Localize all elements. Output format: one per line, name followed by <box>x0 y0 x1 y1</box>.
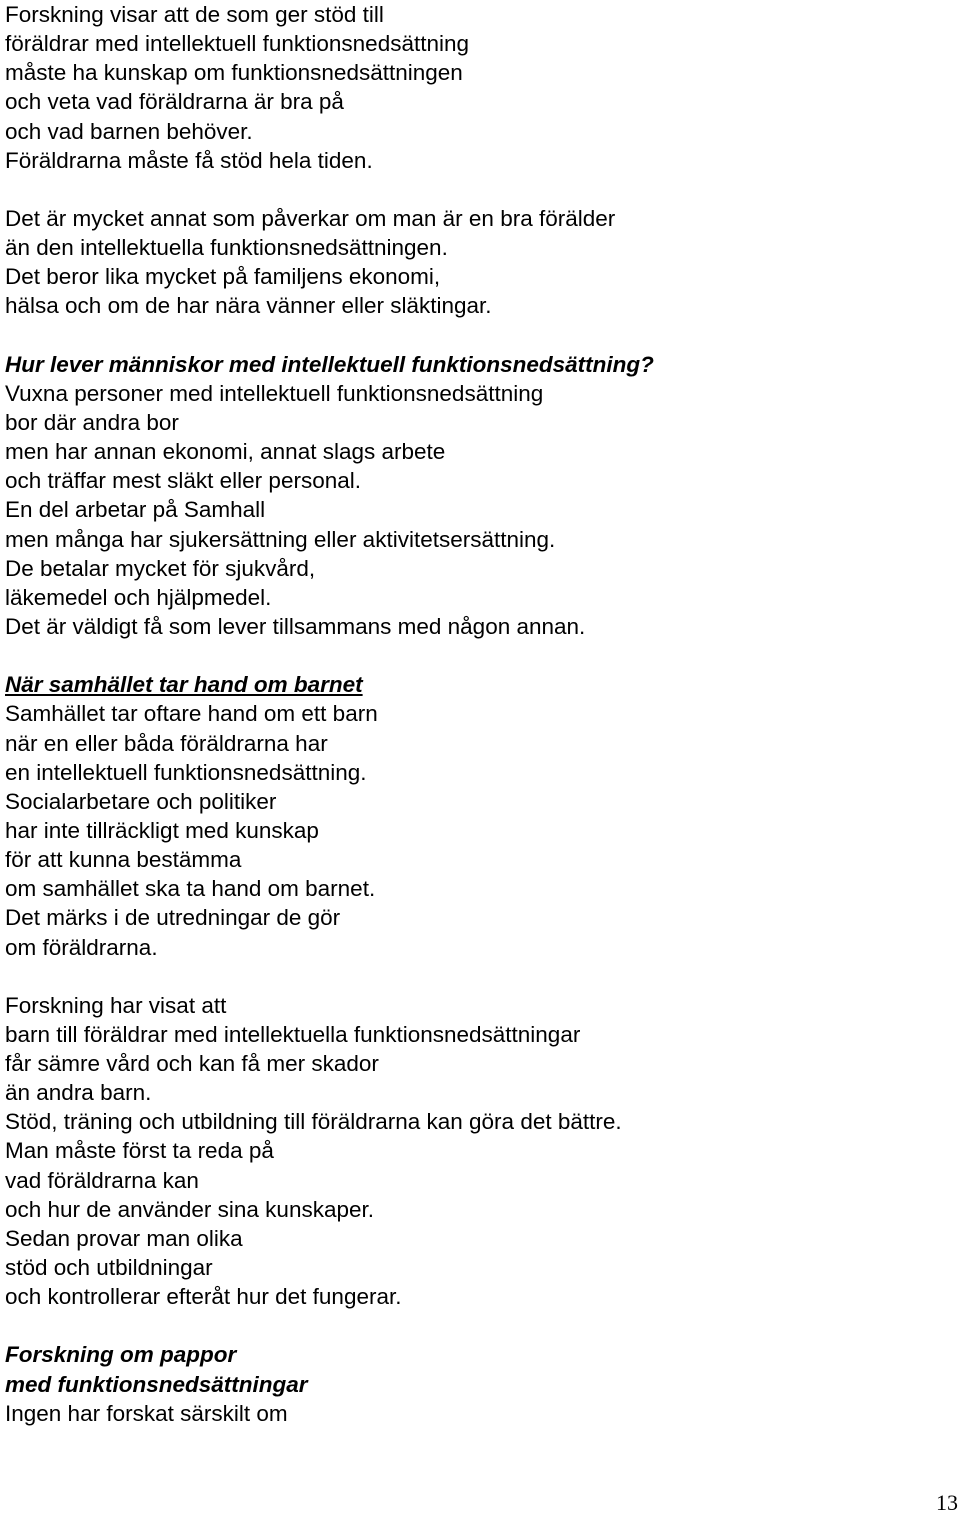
section-heading: med funktionsnedsättningar <box>5 1371 308 1397</box>
text-line: får sämre vård och kan få mer skador <box>5 1051 379 1077</box>
text-line: föräldrar med intellektuell funktionsnedsättning <box>5 31 470 57</box>
text-line: barn till föräldrar med intellektuella funktionsnedsättningar <box>5 1021 581 1047</box>
section-how-people-live <box>5 350 955 641</box>
text-line: Socialarbetare och politiker <box>5 788 277 814</box>
document-body <box>5 0 955 1428</box>
text-line: De betalar mycket för sjukvård, <box>5 555 316 581</box>
text-line: Ingen har forskat särskilt om <box>5 1400 288 1426</box>
paragraph-gap <box>5 962 955 991</box>
text-line: och veta vad föräldrarna är bra på <box>5 89 344 115</box>
text-line: Det är mycket annat som påverkar om man är en bra förälder <box>5 205 616 231</box>
section-research-fathers <box>5 1340 955 1427</box>
section-society-takes-child <box>5 670 955 961</box>
text-line: och hur de använder sina kunskaper. <box>5 1196 374 1222</box>
text-line: när en eller båda föräldrarna har <box>5 730 328 756</box>
text-line: Det är väldigt få som lever tillsammans med någon annan. <box>5 613 586 639</box>
text-line: men många har sjukersättning eller aktivitetsersättning. <box>5 526 556 552</box>
text-line: än den intellektuella funktionsnedsättningen. <box>5 235 448 261</box>
text-line: har inte tillräckligt med kunskap <box>5 817 319 843</box>
text-line: hälsa och om de har nära vänner eller släktingar. <box>5 293 492 319</box>
text-line: Stöd, träning och utbildning till föräldrarna kan göra det bättre. <box>5 1109 622 1135</box>
text-line: Vuxna personer med intellektuell funktionsnedsättning <box>5 380 544 406</box>
paragraph-support-knowledge <box>5 0 955 175</box>
section-heading: När samhället tar hand om barnet <box>5 672 363 698</box>
text-line: Det beror lika mycket på familjens ekonomi, <box>5 264 441 290</box>
section-heading: Hur lever människor med intellektuell funktionsnedsättning? <box>5 351 654 377</box>
text-line: Man måste först ta reda på <box>5 1138 274 1164</box>
text-line: måste ha kunskap om funktionsnedsättningen <box>5 60 463 86</box>
text-line: Sedan provar man olika <box>5 1225 243 1251</box>
paragraph-gap <box>5 641 955 670</box>
page-number: 13 <box>936 1490 958 1515</box>
paragraph-gap <box>5 321 955 350</box>
text-line: för att kunna bestämma <box>5 847 242 873</box>
text-line: En del arbetar på Samhall <box>5 497 266 523</box>
text-line: Forskning har visat att <box>5 992 227 1018</box>
text-line: stöd och utbildningar <box>5 1255 213 1281</box>
text-line: läkemedel och hjälpmedel. <box>5 584 272 610</box>
text-line: om samhället ska ta hand om barnet. <box>5 876 376 902</box>
text-line: Samhället tar oftare hand om ett barn <box>5 701 378 727</box>
text-line: än andra barn. <box>5 1080 152 1106</box>
section-heading: Forskning om pappor <box>5 1342 237 1368</box>
text-line: men har annan ekonomi, annat slags arbete <box>5 439 446 465</box>
paragraph-good-parent <box>5 204 955 321</box>
text-line: bor där andra bor <box>5 409 179 435</box>
text-line: och kontrollerar efteråt hur det fungerar. <box>5 1284 402 1310</box>
text-line: vad föräldrarna kan <box>5 1167 199 1193</box>
paragraph-research-children <box>5 991 955 1312</box>
text-line: Det märks i de utredningar de gör <box>5 905 341 931</box>
text-line: om föräldrarna. <box>5 934 158 960</box>
text-line: och vad barnen behöver. <box>5 118 253 144</box>
paragraph-gap <box>5 175 955 204</box>
text-line: en intellektuell funktionsnedsättning. <box>5 759 367 785</box>
text-line: Föräldrarna måste få stöd hela tiden. <box>5 147 373 173</box>
text-line: Forskning visar att de som ger stöd till <box>5 2 384 27</box>
paragraph-gap <box>5 1311 955 1340</box>
text-line: och träffar mest släkt eller personal. <box>5 468 361 494</box>
